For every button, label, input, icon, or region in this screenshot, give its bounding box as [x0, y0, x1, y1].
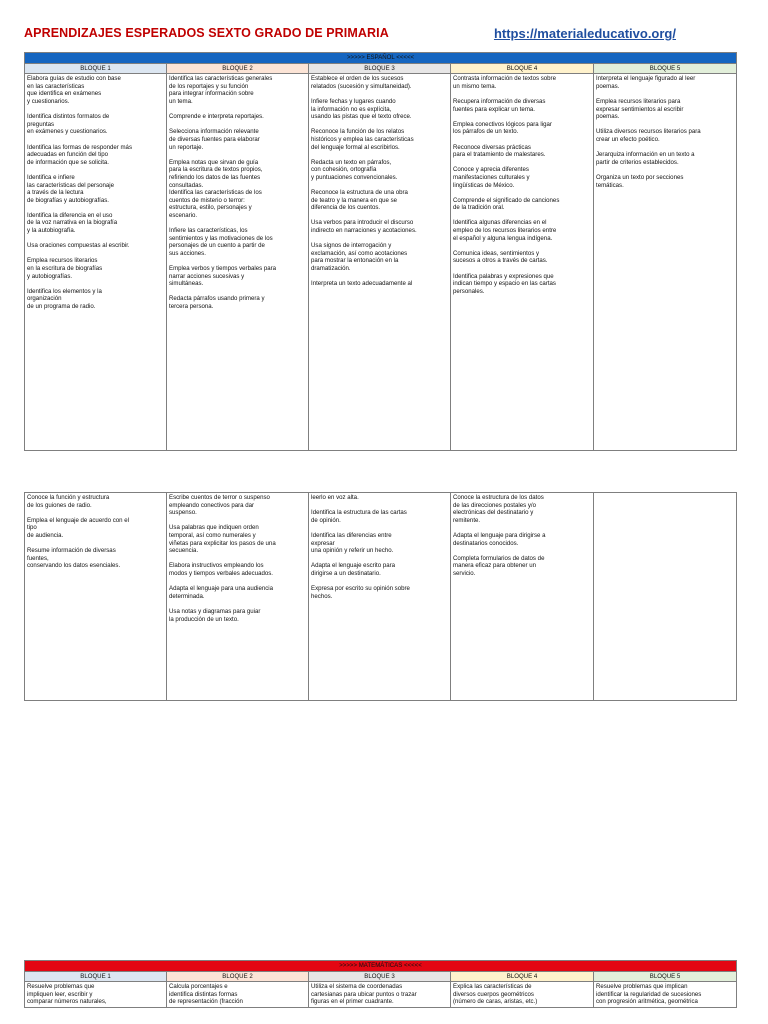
- learning-outcome: Escribe cuentos de terror o suspenso empleando conectivos para dar suspenso.: [169, 494, 270, 517]
- matematicas-bloque-1-cell: [25, 982, 167, 1008]
- learning-outcome: Adapta el lenguaje para dirigirse a destinatarios conocidos.: [453, 531, 546, 547]
- espanol-header-bloque-3: BLOQUE 3: [309, 63, 451, 74]
- learning-outcome: Establece el orden de los sucesos relatados (sucesión y simultaneidad).: [311, 75, 412, 90]
- matematicas-header-bloque-4: BLOQUE 4: [451, 971, 594, 982]
- matematicas-banner: >>>>> MATEMÁTICAS <<<<<: [25, 961, 737, 972]
- learning-outcome: Selecciona información relevante de diversas fuentes para elaborar un reportaje.: [169, 128, 260, 151]
- learning-outcome: Redacta párrafos usando primera y tercera persona.: [169, 295, 265, 310]
- espanol-bloque-1-cell: [25, 74, 167, 451]
- learning-outcome: Calcula porcentajes e identifica distintas formas de representación (fracción: [169, 983, 243, 1006]
- espanol-bloque-4-cell: [451, 74, 594, 451]
- learning-outcome: Elabora guías de estudio con base en las características que identifica en exámenes y cuestionarios.: [27, 75, 121, 105]
- learning-outcome: Completa formularios de datos de manera eficaz para obtener un servicio.: [453, 554, 545, 577]
- learning-outcome: Identifica los elementos y la organización de un programa de radio.: [27, 287, 102, 310]
- espanol-bloque-5-cell: [594, 74, 737, 451]
- espanol-continuation-bloque-2-cell: [167, 493, 309, 701]
- learning-outcome: Identifica distintos formatos de preguntas en exámenes y cuestionarios.: [27, 113, 110, 136]
- learning-outcome: Infiere fechas y lugares cuando la información no es explícita, usando las pistas que el texto ofrece.: [311, 97, 412, 121]
- learning-outcome: Identifica la estructura de las cartas de opinión.: [311, 509, 407, 524]
- learning-outcome: Comunica ideas, sentimientos y sucesos a otros a través de cartas.: [453, 249, 548, 265]
- learning-outcome: Emplea recursos literarios para expresar sentimientos al escribir poemas.: [596, 97, 684, 121]
- learning-outcome: Interpreta el lenguaje figurado al leer poemas.: [596, 75, 696, 90]
- learning-outcome: Recupera información de diversas fuentes para explicar un tema.: [453, 97, 546, 113]
- learning-outcome: Adapta el lenguaje escrito para dirigirse a un destinatario.: [311, 562, 396, 577]
- learning-outcome: Emplea verbos y tiempos verbales para narrar acciones sucesivas y simultáneas.: [169, 265, 277, 288]
- learning-outcome: Usa oraciones compuestas al escribir.: [27, 242, 130, 250]
- learning-outcome: Resume información de diversas fuentes, conservando los datos esenciales.: [27, 547, 121, 570]
- espanol-header-bloque-5: BLOQUE 5: [594, 63, 737, 74]
- matematicas-header-bloque-1: BLOQUE 1: [25, 971, 167, 982]
- espanol-continuation-bloque-4-cell: [451, 493, 594, 701]
- espanol-continuation-bloque-3-cell: [309, 493, 451, 701]
- document-title: APRENDIZAJES ESPERADOS SEXTO GRADO DE PRIMARIA: [24, 26, 389, 40]
- learning-outcome: Usa signos de interrogación y exclamación, así como acotaciones para mostrar la entonación en la dramatización.: [311, 242, 408, 273]
- website-link[interactable]: https://materialeducativo.org/: [493, 26, 676, 41]
- learning-outcome: Usa verbos para introducir el discurso indirecto en narraciones y acotaciones.: [311, 219, 417, 235]
- learning-outcome: Reconoce diversas prácticas para el tratamiento de malestares.: [453, 143, 546, 159]
- learning-outcome: Resuelve problemas que implican identificar la regularidad de sucesiones con progresión aritmética, geométrica: [596, 983, 702, 1006]
- espanol-table: [24, 52, 737, 451]
- learning-outcome: Identifica las formas de responder más adecuadas en función del tipo de información que se solicita.: [27, 143, 132, 166]
- learning-outcome: Adapta el lenguaje para una audiencia determinada.: [169, 585, 274, 600]
- learning-outcome: Emplea conectivos lógicos para ligar los párrafos de un texto.: [453, 120, 552, 136]
- learning-outcome: Identifica palabras y expresiones que indican tiempo y espacio en las cartas personales.: [453, 272, 556, 295]
- learning-outcome: Elabora instructivos empleando los modos y tiempos verbales adecuados.: [169, 562, 273, 577]
- learning-outcome: Usa palabras que indiquen orden temporal, así como numerales y viñetas para explicitar los pasos de una secuencia.: [169, 524, 276, 555]
- learning-outcome: Identifica algunas diferencias en el empleo de los recursos literarios entre el español y alguna lengua indígena.: [453, 219, 557, 242]
- learning-outcome: Conoce y aprecia diferentes manifestaciones culturales y lingüísticas de México.: [453, 166, 530, 189]
- learning-outcome: Reconoce la estructura de una obra de teatro y la manera en que se diferencia de los cuentos.: [311, 189, 408, 212]
- matematicas-header-bloque-3: BLOQUE 3: [309, 971, 451, 982]
- matematicas-header-bloque-5: BLOQUE 5: [594, 971, 737, 982]
- espanol-header-bloque-4: BLOQUE 4: [451, 63, 594, 74]
- learning-outcome: Expresa por escrito su opinión sobre hechos.: [311, 585, 410, 600]
- learning-outcome: Identifica las diferencias entre expresar una opinión y referir un hecho.: [311, 531, 394, 555]
- matematicas-bloque-4-cell: [451, 982, 594, 1008]
- espanol-bloque-3-cell: [309, 74, 451, 451]
- learning-outcome: leerlo en voz alta.: [311, 494, 359, 501]
- learning-outcome: Contrasta información de textos sobre un mismo tema.: [453, 75, 556, 90]
- learning-outcome: Identifica las características generales de los reportajes y su función para integrar información sobre un tema.: [169, 75, 273, 105]
- learning-outcome: Emplea notas que sirvan de guía para la escritura de textos propios, refiriendo los datos de las fuentes consultadas. Identifica las características de los cuentos de misterio o terror: estructura, estilo, personajes y escenario.: [169, 158, 263, 219]
- espanol-continuation-bloque-5-cell: [594, 493, 737, 701]
- espanol-continuation-table: [24, 492, 737, 701]
- matematicas-bloque-5-cell: [594, 982, 737, 1008]
- learning-outcome: Conoce la estructura de los datos de las direcciones postales y/o electrónicas del destinatario y remitente.: [453, 494, 544, 524]
- espanol-header-bloque-2: BLOQUE 2: [167, 63, 309, 74]
- learning-outcome: Infiere las características, los sentimientos y las motivaciones de los personajes de un cuento a partir de sus acciones.: [169, 227, 273, 257]
- learning-outcome: Identifica la diferencia en el uso de la voz narrativa en la biografía y la autobiografía.: [27, 211, 118, 235]
- learning-outcome: Reconoce la función de los relatos históricos y emplea las características del lenguaje formal al escribirlos.: [311, 128, 414, 151]
- learning-outcome: Organiza un texto por secciones temáticas.: [596, 173, 684, 189]
- learning-outcome: Utiliza diversos recursos literarios para crear un efecto poético.: [596, 128, 701, 143]
- learning-outcome: Comprende e interpreta reportajes.: [169, 113, 264, 121]
- learning-outcome: Redacta un texto en párrafos, con cohesión, ortografía y puntuaciones convencionales.: [311, 158, 398, 181]
- matematicas-table: [24, 960, 737, 1008]
- learning-outcome: Interpreta un texto adecuadamente al: [311, 280, 413, 288]
- espanol-bloque-2-cell: [167, 74, 309, 451]
- matematicas-bloque-2-cell: [167, 982, 309, 1008]
- document-header: [24, 26, 744, 46]
- espanol-continuation-bloque-1-cell: [25, 493, 167, 701]
- learning-outcome: Explica las características de diversos cuerpos geométricos (número de caras, aristas, etc.): [453, 983, 538, 1006]
- espanol-header-bloque-1: BLOQUE 1: [25, 63, 167, 74]
- learning-outcome: Conoce la función y estructura de los guiones de radio.: [27, 494, 110, 509]
- matematicas-header-bloque-2: BLOQUE 2: [167, 971, 309, 982]
- espanol-banner: >>>>> ESPAÑOL <<<<<: [25, 53, 737, 64]
- learning-outcome: Identifica e infiere las características del personaje a través de la lectura de biografías y autobiografías.: [27, 173, 115, 204]
- learning-outcome: Usa notas y diagramas para guiar la producción de un texto.: [169, 607, 261, 623]
- learning-outcome: Utiliza el sistema de coordenadas cartesianas para ubicar puntos o trazar figuras en el primer cuadrante.: [311, 983, 417, 1006]
- learning-outcome: Emplea el lenguaje de acuerdo con el tipo de audiencia.: [27, 516, 129, 539]
- learning-outcome: Resuelve problemas que impliquen leer, escribir y comparar números naturales,: [27, 983, 107, 1006]
- matematicas-bloque-3-cell: [309, 982, 451, 1008]
- learning-outcome: Emplea recursos literarios en la escritura de biografías y autobiografías.: [27, 257, 103, 280]
- learning-outcome: Jerarquiza información en un texto a partir de criterios establecidos.: [596, 151, 695, 166]
- learning-outcome: Comprende el significado de canciones de la tradición oral.: [453, 196, 560, 212]
